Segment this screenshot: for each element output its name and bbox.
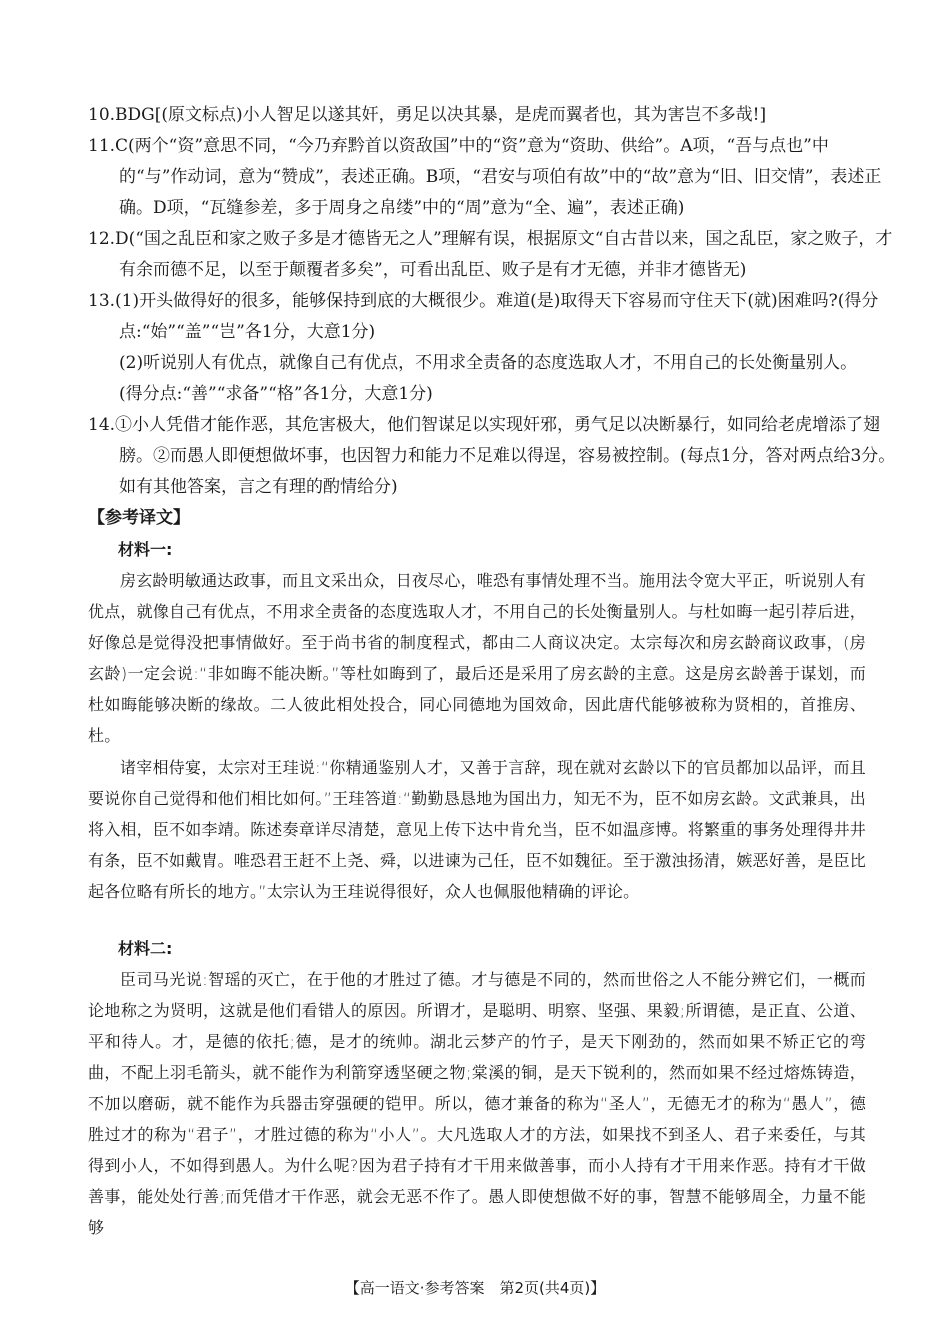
page-footer: 【高一语文·参考答案 第2页(共4页)】: [344, 1279, 606, 1297]
answer-11: [88, 131, 897, 224]
answer-number: 12.: [88, 229, 116, 249]
answer-14: [88, 410, 897, 503]
answer-number: 11.: [88, 136, 116, 156]
answer-text: C(两个“资”意思不同，“今乃弃黔首以资敌国”中的“资”意为“资助、供给”。A项，“吾与点也”中的“与”作动词，意为“赞成”，表述正确。B项，“君安与项伯有故”中的“故”意为“旧、旧交情”，表述正确。D项，“瓦缝参差，多于周身之帛缕”中的“周”意为“全、遍”，表述正确): [115, 136, 882, 218]
answer-text: ①小人凭借才能作恶，其危害极大，他们智谋足以实现奸邪，勇气足以决断暴行，如同给老虎增添了翅膀。②而愚人即便想做坏事，也因智力和能力不足难以得逞，容易被控制。(每点1分，答对两点给3分。如有其他答案，言之有理的酌情给分): [115, 415, 896, 497]
answer-text: (1)开头做得好的很多，能够保持到底的大概很少。难道(是)取得天下容易而守住天下(就)困难吗?(得分点:“始”“盖”“岂”各1分，大意1分): [115, 291, 879, 342]
answer-13: [88, 286, 897, 348]
material-2-title: 材料二:: [118, 939, 173, 958]
material-1-paragraph-1: 房玄龄明敏通达政事，而且文采出众，日夜尽心，唯恐有事情处理不当。施用法令宽大平正，听说别人有优点，就像自己有优点，不用求全责备的态度选取人才，不用自己的长处衡量别人。与杜如晦一起引荐后进，好像总是觉得没把事情做好。至于尚书省的制度程式，都由二人商议决定。太宗每次和房玄龄商议政事，(房玄龄)一定会说:“非如晦不能决断。”等杜如晦到了，最后还是采用了房玄龄的主意。这是房玄龄善于谋划，而杜如晦能够决断的缘故。二人彼此相处投合，同心同德地为国效命，因此唐代能够被称为贤相的，首推房、杜。: [88, 571, 866, 745]
answer-13-part2: (2)听说别人有优点，就像自己有优点，不用求全责备的态度选取人才，不用自己的长处衡量别人。(得分点:“善”“求备”“格”各1分，大意1分): [119, 353, 858, 404]
material-1-title: 材料一:: [118, 540, 173, 559]
answer-number: 10.: [88, 105, 116, 125]
answer-12: [88, 224, 897, 286]
translation-heading: 【参考译文】: [88, 508, 190, 528]
material-1-paragraph-2: 诸宰相侍宴，太宗对王珪说:“你精通鉴别人才，又善于言辞，现在就对玄龄以下的官员都加以品评，而且要说你自己觉得和他们相比如何。”王珪答道:“勤勤恳恳地为国出力，知无不为，臣不如房玄龄。文武兼具，出将入相，臣不如李靖。陈述奏章详尽清楚，意见上传下达中肯允当，臣不如温彦博。将繁重的事务处理得井井有条，臣不如戴胄。唯恐君王赶不上尧、舜，以进谏为己任，臣不如魏征。至于激浊扬清，嫉恶好善，是臣比起各位略有所长的地方。”太宗认为王珪说得很好，众人也佩服他精确的评论。: [88, 758, 866, 901]
answer-10: [88, 100, 897, 131]
answer-text: BDG[(原文标点)小人智足以遂其奸，勇足以决其暴，是虎而翼者也，其为害岂不多哉!]: [115, 105, 767, 125]
answer-number: 13.: [88, 291, 116, 311]
answer-number: 14.: [88, 415, 116, 435]
answer-text: D(“国之乱臣和家之败子多是才德皆无之人”理解有误，根据原文“自古昔以来，国之乱臣，家之败子，才有余而德不足，以至于颠覆者多矣”，可看出乱臣、败子是有才无德，并非才德皆无): [115, 229, 893, 280]
material-2-paragraph-1: 臣司马光说:智瑶的灭亡，在于他的才胜过了德。才与德是不同的，然而世俗之人不能分辨它们，一概而论地称之为贤明，这就是他们看错人的原因。所谓才，是聪明、明察、坚强、果毅;所谓德，是正直、公道、平和待人。才，是德的依托;德，是才的统帅。湖北云梦产的竹子，是天下刚劲的，然而如果不矫正它的弯曲，不配上羽毛箭头，就不能作为利箭穿透坚硬之物;棠溪的铜，是天下锐利的，然而如果不经过熔炼铸造，不加以磨砺，就不能作为兵器击穿强硬的铠甲。所以，德才兼备的称为“圣人”，无德无才的称为“愚人”，德胜过才的称为“君子”，才胜过德的称为“小人”。大凡选取人才的方法，如果找不到圣人、君子来委任，与其得到小人，不如得到愚人。为什么呢?因为君子持有才干用来做善事，而小人持有才干用来作恶。持有才干做善事，能处处行善;而凭借才干作恶，就会无恶不作了。愚人即使想做不好的事，智慧不能够周全，力量不能够: [88, 970, 866, 1237]
